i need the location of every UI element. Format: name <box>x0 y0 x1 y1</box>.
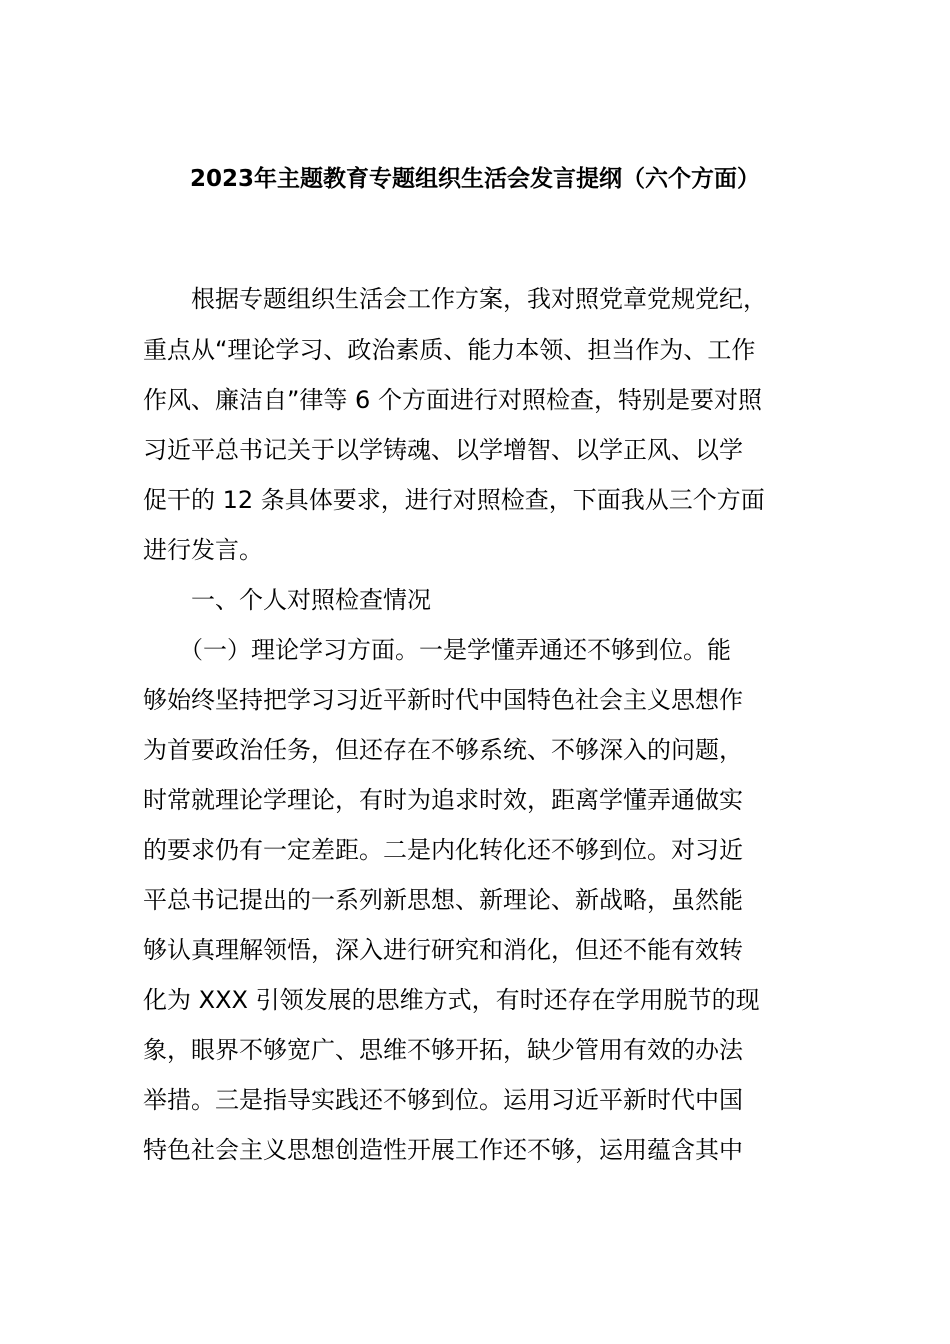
body-line: 够认真理解领悟，深入进行研究和消化，但还不能有效转 <box>143 936 743 964</box>
document-title: 2023年主题教育专题组织生活会发言提纲（六个方面） <box>189 166 760 192</box>
body-line: 根据专题组织生活会工作方案，我对照党章党规党纪， <box>143 285 767 313</box>
body-line: 化为 XXX 引领发展的思维方式，有时还存在学用脱节的现 <box>143 986 760 1014</box>
body-line: 象，眼界不够宽广、思维不够开拓，缺少管用有效的办法 <box>143 1036 743 1064</box>
body-line: 平总书记提出的一系列新思想、新理论、新战略，虽然能 <box>143 886 743 914</box>
body-line: 特色社会主义思想创造性开展工作还不够，运用蕴含其中 <box>143 1136 743 1164</box>
section-heading: 一、个人对照检查情况 <box>143 586 431 614</box>
body-line: 的要求仍有一定差距。二是内化转化还不够到位。对习近 <box>143 836 743 864</box>
body-line: 习近平总书记关于以学铸魂、以学增智、以学正风、以学 <box>143 436 743 464</box>
body-line: 促干的 12 条具体要求，进行对照检查，下面我从三个方面 <box>143 486 765 514</box>
body-line: 时常就理论学理论，有时为追求时效，距离学懂弄通做实 <box>143 786 743 814</box>
body-line: 进行发言。 <box>143 536 263 564</box>
body-line: 为首要政治任务，但还存在不够系统、不够深入的问题， <box>143 736 743 764</box>
body-line: 举措。三是指导实践还不够到位。运用习近平新时代中国 <box>143 1086 743 1114</box>
body-line: 作风、廉洁自”律等 6 个方面进行对照检查，特别是要对照 <box>143 386 762 414</box>
body-line: 够始终坚持把学习习近平新时代中国特色社会主义思想作 <box>143 686 743 714</box>
body-line: （一）理论学习方面。一是学懂弄通还不够到位。能 <box>143 636 731 664</box>
body-line: 重点从“理论学习、政治素质、能力本领、担当作为、工作 <box>143 336 756 364</box>
